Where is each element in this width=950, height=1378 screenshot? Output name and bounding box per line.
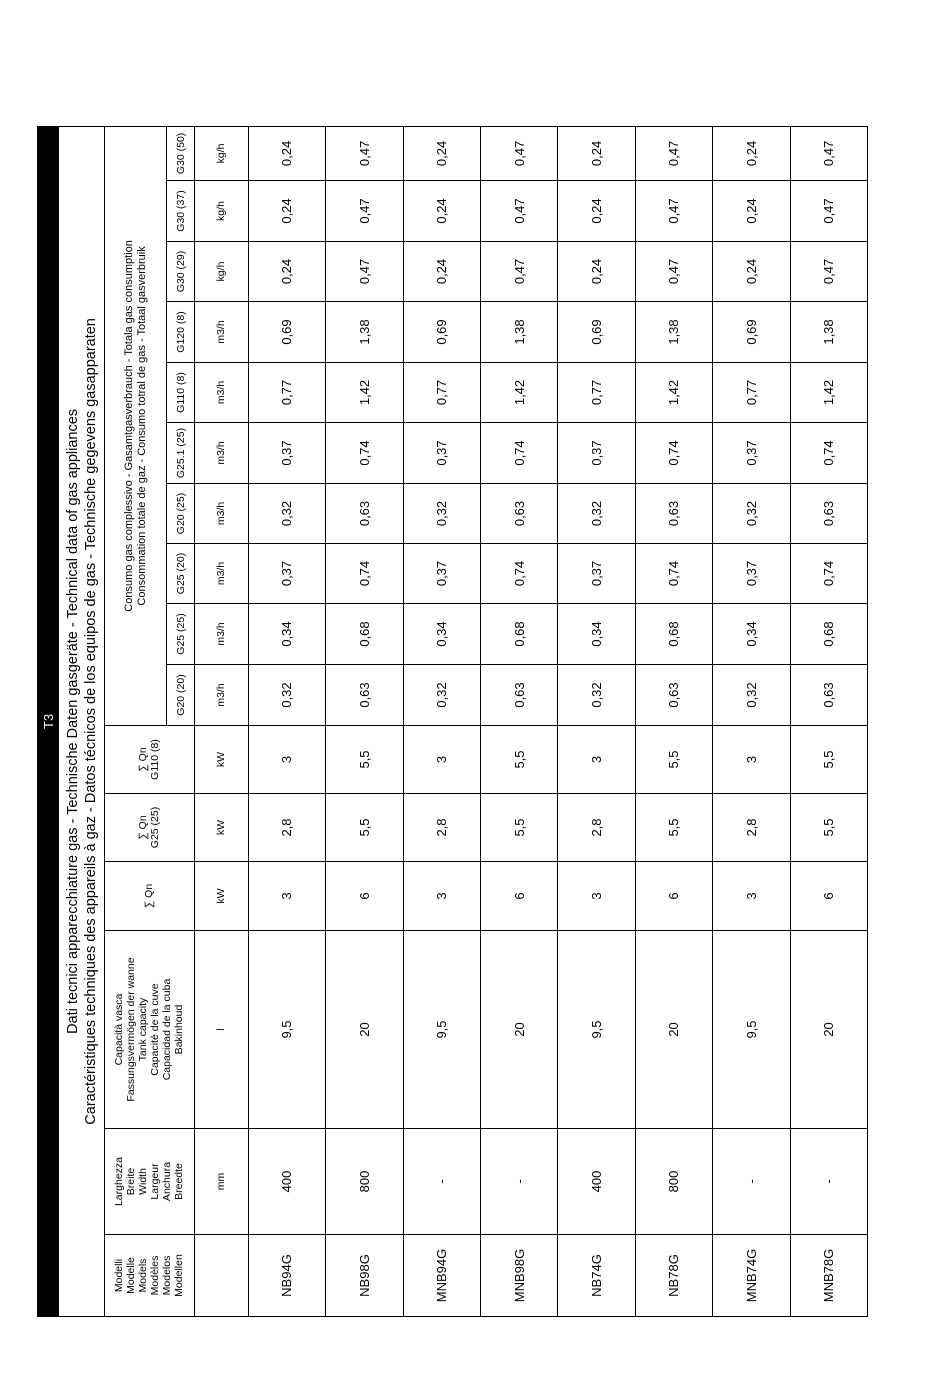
value-cell: 6 [790, 862, 867, 931]
value-cell: 5,5 [790, 726, 867, 794]
unit-cell-model [194, 1235, 248, 1317]
value-cell: 0,63 [635, 484, 712, 544]
value-cell: 0,68 [635, 604, 712, 665]
value-cell: 9,5 [248, 931, 325, 1129]
unit-cell: kW [194, 862, 248, 931]
value-cell: 5,5 [790, 794, 867, 862]
value-cell: 0,68 [790, 604, 867, 665]
value-cell: 0,63 [790, 665, 867, 726]
value-cell: 0,24 [403, 242, 480, 302]
value-cell: 0,74 [326, 544, 403, 604]
gas-g30-37: G30 (37) [167, 181, 194, 242]
model-cell: MNB98G [480, 1235, 557, 1317]
value-cell: 0,77 [713, 363, 790, 423]
table-row [790, 126, 867, 1316]
value-cell: 0,69 [713, 302, 790, 363]
value-cell: - [713, 1129, 790, 1235]
value-cell: 0,34 [713, 604, 790, 665]
value-cell: 0,77 [248, 363, 325, 423]
value-cell: 6 [480, 862, 557, 931]
value-cell: 0,24 [248, 181, 325, 242]
value-cell: 0,63 [480, 665, 557, 726]
unit-cell: m3/h [194, 544, 248, 604]
value-cell: 1,38 [480, 302, 557, 363]
value-cell: 0,74 [480, 423, 557, 484]
value-cell: 400 [558, 1129, 635, 1235]
value-cell: 3 [713, 862, 790, 931]
table-row [480, 126, 557, 1316]
value-cell: 0,32 [403, 484, 480, 544]
value-cell: 0,24 [558, 126, 635, 180]
value-cell: 20 [790, 931, 867, 1129]
value-cell: 1,42 [790, 363, 867, 423]
value-cell: 5,5 [326, 726, 403, 794]
value-cell: 20 [635, 931, 712, 1129]
value-cell: 5,5 [326, 794, 403, 862]
table-row [713, 126, 790, 1316]
value-cell: 3 [403, 862, 480, 931]
value-cell: 0,74 [790, 423, 867, 484]
value-cell: 0,37 [403, 423, 480, 484]
value-cell: 5,5 [635, 726, 712, 794]
gas-data-sheet [37, 132, 868, 1317]
value-cell: - [790, 1129, 867, 1235]
table-title [59, 126, 105, 1316]
value-cell: 0,32 [248, 484, 325, 544]
value-cell: 9,5 [558, 931, 635, 1129]
value-cell: 0,47 [635, 126, 712, 180]
value-cell: 0,47 [326, 181, 403, 242]
value-cell: 0,47 [480, 181, 557, 242]
value-cell: 0,37 [403, 544, 480, 604]
unit-cell: m3/h [194, 302, 248, 363]
value-cell: 0,74 [480, 544, 557, 604]
value-cell: 2,8 [713, 794, 790, 862]
unit-cell: m3/h [194, 484, 248, 544]
value-cell: 0,69 [403, 302, 480, 363]
model-cell: NB94G [248, 1235, 325, 1317]
value-cell: 0,24 [403, 181, 480, 242]
value-cell: 0,47 [790, 126, 867, 180]
value-cell: 0,74 [635, 544, 712, 604]
gas-g30-50: G30 (50) [167, 126, 194, 180]
value-cell: 0,74 [635, 423, 712, 484]
tank-capacity-header: Capacità vasca Fassungsvermögen der wanne Tank capacity Capacité de la cuve Capacidad de la cuba Bakinhoud [105, 931, 195, 1129]
value-cell: 2,8 [248, 794, 325, 862]
model-cell: NB74G [558, 1235, 635, 1317]
table-row [558, 126, 635, 1316]
value-cell: 0,34 [403, 604, 480, 665]
value-cell: 0,47 [635, 242, 712, 302]
value-cell: 0,74 [790, 544, 867, 604]
model-cell: MNB94G [403, 1235, 480, 1317]
value-cell: 0,37 [713, 544, 790, 604]
value-cell: 0,24 [403, 126, 480, 180]
value-cell: 3 [403, 726, 480, 794]
value-cell: 0,24 [713, 242, 790, 302]
table-row [326, 126, 403, 1316]
qn-header: ∑ Qn [105, 862, 195, 931]
qn-g110-header: ∑ Qn G110 (8) [105, 726, 195, 794]
unit-cell: m3/h [194, 665, 248, 726]
value-cell: 0,47 [635, 181, 712, 242]
qn-g25-header: ∑ Qn G25 (25) [105, 794, 195, 862]
value-cell: 0,24 [558, 181, 635, 242]
value-cell: - [403, 1129, 480, 1235]
technical-data-table [37, 126, 868, 1317]
unit-cell: kg/h [194, 181, 248, 242]
value-cell: 0,32 [403, 665, 480, 726]
gas-g25-1-25: G25.1 (25) [167, 423, 194, 484]
unit-cell: m3/h [194, 604, 248, 665]
units-row [194, 126, 248, 1316]
value-cell: - [480, 1129, 557, 1235]
value-cell: 3 [558, 862, 635, 931]
value-cell: 800 [326, 1129, 403, 1235]
gas-g25-20: G25 (20) [167, 544, 194, 604]
models-header: Modelli Modelle Models Modèles Modelos Modellen [105, 1235, 195, 1317]
table-row [248, 126, 325, 1316]
value-cell: 1,38 [790, 302, 867, 363]
value-cell: 0,34 [558, 604, 635, 665]
value-cell: 0,32 [713, 484, 790, 544]
value-cell: 2,8 [558, 794, 635, 862]
value-cell: 0,74 [326, 423, 403, 484]
value-cell: 5,5 [480, 794, 557, 862]
value-cell: 0,24 [713, 181, 790, 242]
value-cell: 0,37 [713, 423, 790, 484]
unit-cell: m3/h [194, 363, 248, 423]
title-line-1: Dati tecnici apparecchiature gas - Technische Daten gasgeräte - Technical data of gas appliances [64, 408, 81, 1034]
value-cell: 20 [480, 931, 557, 1129]
consumption-header: Consumo gas complessivo - Gasamtgasverbrauch - Totala gas consumption Consommation totale de gaz - Consumo totral de gas - Totaal gasverbruik [105, 126, 167, 725]
value-cell: 3 [558, 726, 635, 794]
unit-cell: m3/h [194, 423, 248, 484]
value-cell: 5,5 [635, 794, 712, 862]
value-cell: 0,24 [713, 126, 790, 180]
value-cell: 400 [248, 1129, 325, 1235]
value-cell: 0,34 [248, 604, 325, 665]
value-cell: 0,47 [480, 126, 557, 180]
unit-cell: mm [194, 1129, 248, 1235]
value-cell: 0,63 [635, 665, 712, 726]
value-cell: 0,37 [248, 423, 325, 484]
gas-g120-8: G120 (8) [167, 302, 194, 363]
value-cell: 0,47 [326, 126, 403, 180]
gas-g20-25: G20 (25) [167, 484, 194, 544]
gas-g30-29: G30 (29) [167, 242, 194, 302]
value-cell: 0,63 [480, 484, 557, 544]
value-cell: 0,32 [713, 665, 790, 726]
value-cell: 3 [248, 726, 325, 794]
value-cell: 0,24 [248, 242, 325, 302]
width-header: Larghezza Breite Width Largeur Anchura Breedte [105, 1129, 195, 1235]
value-cell: 0,63 [326, 665, 403, 726]
value-cell: 0,37 [558, 544, 635, 604]
value-cell: 0,68 [326, 604, 403, 665]
model-cell: MNB74G [713, 1235, 790, 1317]
value-cell: 0,24 [558, 242, 635, 302]
table-id-band: T3 [38, 126, 59, 1316]
value-cell: 3 [248, 862, 325, 931]
value-cell: 9,5 [403, 931, 480, 1129]
unit-cell: kW [194, 794, 248, 862]
title-line-2: Caractéristiques techniques des appareils à gaz - Datos técnicos de los equipos de gas - Technische gegevens gasapparaten [82, 318, 99, 1125]
value-cell: 0,63 [790, 484, 867, 544]
value-cell: 0,32 [558, 484, 635, 544]
value-cell: 0,77 [558, 363, 635, 423]
value-cell: 0,47 [326, 242, 403, 302]
value-cell: 0,47 [790, 242, 867, 302]
unit-cell: kW [194, 726, 248, 794]
data-rows [248, 126, 867, 1316]
value-cell: 1,42 [326, 363, 403, 423]
value-cell: 0,32 [558, 665, 635, 726]
gas-g25-25: G25 (25) [167, 604, 194, 665]
table-row [635, 126, 712, 1316]
model-cell: NB98G [326, 1235, 403, 1317]
value-cell: 1,38 [635, 302, 712, 363]
value-cell: 0,47 [480, 242, 557, 302]
value-cell: 0,69 [558, 302, 635, 363]
value-cell: 5,5 [480, 726, 557, 794]
value-cell: 6 [635, 862, 712, 931]
value-cell: 1,42 [480, 363, 557, 423]
gas-g110-8: G110 (8) [167, 363, 194, 423]
value-cell: 20 [326, 931, 403, 1129]
unit-cell: kg/h [194, 126, 248, 180]
value-cell: 0,47 [790, 181, 867, 242]
value-cell: 800 [635, 1129, 712, 1235]
value-cell: 0,68 [480, 604, 557, 665]
value-cell: 3 [713, 726, 790, 794]
gas-g20-20: G20 (20) [167, 665, 194, 726]
value-cell: 1,42 [635, 363, 712, 423]
value-cell: 0,32 [248, 665, 325, 726]
value-cell: 0,77 [403, 363, 480, 423]
value-cell: 9,5 [713, 931, 790, 1129]
value-cell: 1,38 [326, 302, 403, 363]
value-cell: 0,63 [326, 484, 403, 544]
unit-cell: l [194, 931, 248, 1129]
value-cell: 0,24 [248, 126, 325, 180]
model-cell: NB78G [635, 1235, 712, 1317]
value-cell: 2,8 [403, 794, 480, 862]
unit-cell: kg/h [194, 242, 248, 302]
model-cell: MNB78G [790, 1235, 867, 1317]
value-cell: 6 [326, 862, 403, 931]
value-cell: 0,69 [248, 302, 325, 363]
table-row [403, 126, 480, 1316]
value-cell: 0,37 [248, 544, 325, 604]
value-cell: 0,37 [558, 423, 635, 484]
